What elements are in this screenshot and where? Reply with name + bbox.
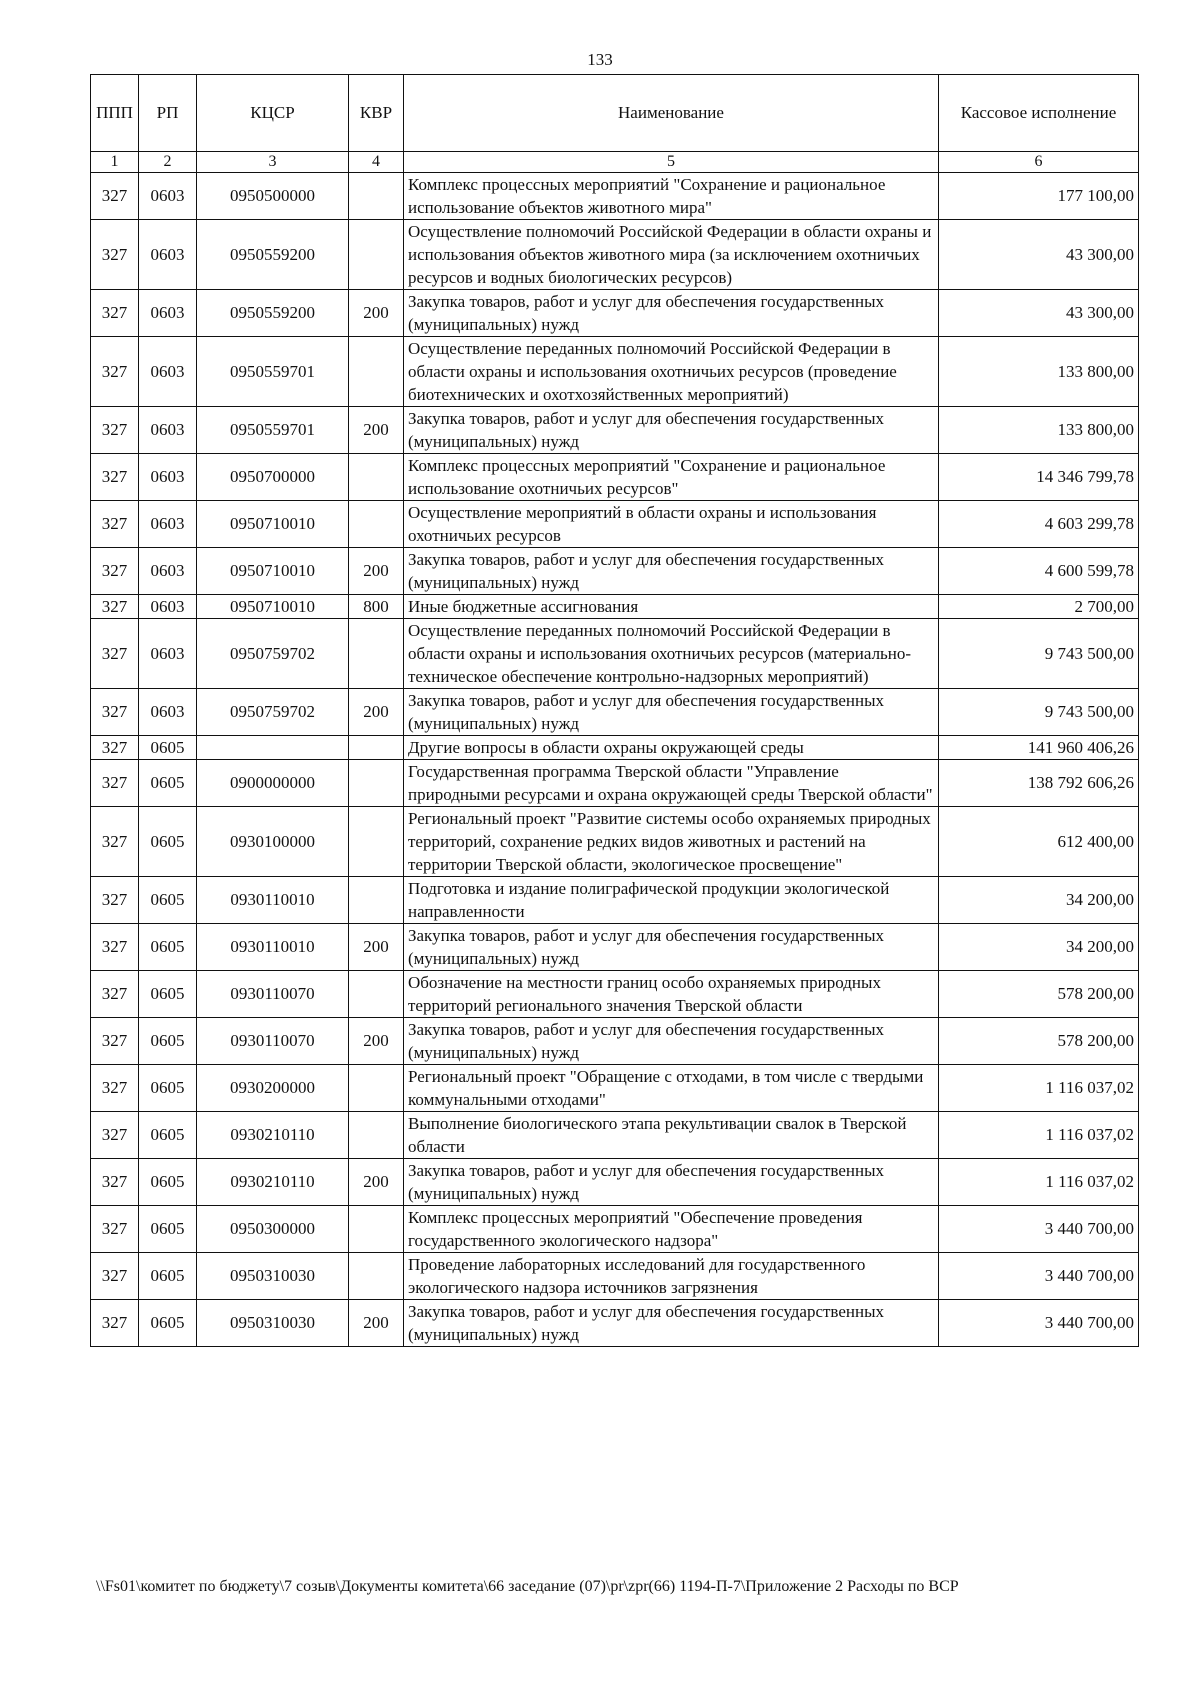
cell-kvr: 200 — [349, 1300, 404, 1347]
cell-amount: 9 743 500,00 — [939, 619, 1139, 689]
column-number-row — [91, 152, 1139, 173]
cell-ppp: 327 — [91, 807, 139, 877]
cell-amount: 34 200,00 — [939, 877, 1139, 924]
cell-kvr: 200 — [349, 548, 404, 595]
cell-kcsr: 0950559701 — [197, 337, 349, 407]
cell-name: Проведение лабораторных исследований для государственного экологического надзора источников загрязнения — [404, 1253, 939, 1300]
cell-rp: 0603 — [139, 619, 197, 689]
cell-name: Закупка товаров, работ и услуг для обеспечения государственных (муниципальных) нужд — [404, 1159, 939, 1206]
cell-rp: 0605 — [139, 1159, 197, 1206]
cell-kvr — [349, 1206, 404, 1253]
cell-ppp: 327 — [91, 1300, 139, 1347]
cell-kcsr: 0950759702 — [197, 689, 349, 736]
table-row — [91, 1253, 1139, 1300]
cell-rp: 0603 — [139, 595, 197, 619]
cell-ppp: 327 — [91, 736, 139, 760]
cell-kvr — [349, 807, 404, 877]
table-row — [91, 689, 1139, 736]
cell-kvr: 200 — [349, 924, 404, 971]
table-row — [91, 736, 1139, 760]
cell-amount: 34 200,00 — [939, 924, 1139, 971]
header-amount: Кассовое исполнение — [939, 75, 1139, 152]
cell-ppp: 327 — [91, 877, 139, 924]
column-number: 6 — [939, 152, 1139, 173]
cell-ppp: 327 — [91, 1065, 139, 1112]
cell-name: Региональный проект "Обращение с отходами, в том числе с твердыми коммунальными отходами" — [404, 1065, 939, 1112]
cell-name: Другие вопросы в области охраны окружающей среды — [404, 736, 939, 760]
cell-amount: 9 743 500,00 — [939, 689, 1139, 736]
cell-amount: 4 600 599,78 — [939, 548, 1139, 595]
cell-kvr: 200 — [349, 290, 404, 337]
cell-amount: 1 116 037,02 — [939, 1065, 1139, 1112]
cell-kcsr: 0930110010 — [197, 877, 349, 924]
table-row — [91, 548, 1139, 595]
cell-rp: 0603 — [139, 173, 197, 220]
header-row — [91, 75, 1139, 152]
table-row — [91, 1300, 1139, 1347]
cell-rp: 0603 — [139, 548, 197, 595]
cell-kvr: 200 — [349, 1159, 404, 1206]
cell-rp: 0603 — [139, 220, 197, 290]
cell-kvr — [349, 173, 404, 220]
page-number: 133 — [587, 50, 613, 69]
header-name: Наименование — [404, 75, 939, 152]
cell-kvr: 200 — [349, 1018, 404, 1065]
cell-rp: 0605 — [139, 877, 197, 924]
cell-kcsr: 0930110070 — [197, 1018, 349, 1065]
cell-amount: 578 200,00 — [939, 1018, 1139, 1065]
column-number: 3 — [197, 152, 349, 173]
cell-amount: 1 116 037,02 — [939, 1112, 1139, 1159]
cell-ppp: 327 — [91, 971, 139, 1018]
cell-rp: 0603 — [139, 407, 197, 454]
cell-kcsr: 0950559200 — [197, 290, 349, 337]
cell-ppp: 327 — [91, 173, 139, 220]
header-kvr: КВР — [349, 75, 404, 152]
cell-kcsr: 0950759702 — [197, 619, 349, 689]
cell-name: Закупка товаров, работ и услуг для обеспечения государственных (муниципальных) нужд — [404, 1300, 939, 1347]
cell-name: Выполнение биологического этапа рекультивации свалок в Тверской области — [404, 1112, 939, 1159]
cell-amount: 141 960 406,26 — [939, 736, 1139, 760]
cell-kcsr: 0950310030 — [197, 1253, 349, 1300]
table-row — [91, 337, 1139, 407]
cell-kvr — [349, 971, 404, 1018]
table-row — [91, 924, 1139, 971]
cell-kvr — [349, 1112, 404, 1159]
cell-amount: 3 440 700,00 — [939, 1300, 1139, 1347]
cell-kvr — [349, 220, 404, 290]
table-row — [91, 407, 1139, 454]
cell-name: Комплекс процессных мероприятий "Сохранение и рациональное использование охотничьих ресурсов" — [404, 454, 939, 501]
cell-rp: 0605 — [139, 1300, 197, 1347]
budget-table — [90, 74, 1139, 1347]
cell-kcsr: 0930100000 — [197, 807, 349, 877]
cell-kcsr: 0950559701 — [197, 407, 349, 454]
cell-ppp: 327 — [91, 220, 139, 290]
cell-kvr — [349, 337, 404, 407]
table-row — [91, 1206, 1139, 1253]
cell-name: Закупка товаров, работ и услуг для обеспечения государственных (муниципальных) нужд — [404, 548, 939, 595]
cell-ppp: 327 — [91, 407, 139, 454]
cell-kcsr: 0930110070 — [197, 971, 349, 1018]
cell-kvr — [349, 736, 404, 760]
cell-name: Осуществление переданных полномочий Российской Федерации в области охраны и использования охотничьих ресурсов (материально-техническое обеспечение контрольно-надзорных мероприятий) — [404, 619, 939, 689]
table-row — [91, 877, 1139, 924]
cell-rp: 0605 — [139, 736, 197, 760]
cell-kvr — [349, 1065, 404, 1112]
cell-ppp: 327 — [91, 1159, 139, 1206]
cell-rp: 0603 — [139, 337, 197, 407]
cell-ppp: 327 — [91, 1112, 139, 1159]
cell-name: Закупка товаров, работ и услуг для обеспечения государственных (муниципальных) нужд — [404, 924, 939, 971]
cell-ppp: 327 — [91, 548, 139, 595]
cell-kcsr: 0930210110 — [197, 1112, 349, 1159]
header-kcsr: КЦСР — [197, 75, 349, 152]
cell-kcsr: 0950500000 — [197, 173, 349, 220]
footer-file-path: \\Fs01\комитет по бюджету\7 созыв\Документы комитета\66 заседание (07)\pr\zpr(66) 1194-П-7\Приложение 2 Расходы по ВСР — [96, 1578, 959, 1595]
cell-amount: 612 400,00 — [939, 807, 1139, 877]
cell-kcsr: 0950700000 — [197, 454, 349, 501]
table-row — [91, 760, 1139, 807]
table-row — [91, 220, 1139, 290]
cell-amount: 2 700,00 — [939, 595, 1139, 619]
table-row — [91, 1065, 1139, 1112]
header-ppp: ППП — [91, 75, 139, 152]
cell-kcsr: 0950710010 — [197, 548, 349, 595]
cell-kcsr: 0930210110 — [197, 1159, 349, 1206]
cell-kcsr — [197, 736, 349, 760]
cell-rp: 0603 — [139, 454, 197, 501]
cell-rp: 0605 — [139, 1253, 197, 1300]
cell-rp: 0603 — [139, 501, 197, 548]
table-row — [91, 807, 1139, 877]
cell-amount: 43 300,00 — [939, 290, 1139, 337]
cell-amount: 133 800,00 — [939, 407, 1139, 454]
cell-amount: 177 100,00 — [939, 173, 1139, 220]
cell-ppp: 327 — [91, 1253, 139, 1300]
cell-amount: 14 346 799,78 — [939, 454, 1139, 501]
cell-kcsr: 0950559200 — [197, 220, 349, 290]
cell-rp: 0605 — [139, 1018, 197, 1065]
cell-rp: 0605 — [139, 807, 197, 877]
cell-name: Иные бюджетные ассигнования — [404, 595, 939, 619]
table-row — [91, 619, 1139, 689]
cell-kcsr: 0930200000 — [197, 1065, 349, 1112]
cell-ppp: 327 — [91, 290, 139, 337]
cell-kcsr: 0950710010 — [197, 501, 349, 548]
cell-ppp: 327 — [91, 1018, 139, 1065]
cell-amount: 4 603 299,78 — [939, 501, 1139, 548]
cell-name: Комплекс процессных мероприятий "Сохранение и рациональное использование объектов животного мира" — [404, 173, 939, 220]
cell-name: Закупка товаров, работ и услуг для обеспечения государственных (муниципальных) нужд — [404, 407, 939, 454]
cell-kvr: 800 — [349, 595, 404, 619]
column-number: 2 — [139, 152, 197, 173]
table-row — [91, 971, 1139, 1018]
cell-rp: 0603 — [139, 689, 197, 736]
cell-ppp: 327 — [91, 1206, 139, 1253]
cell-kcsr: 0950300000 — [197, 1206, 349, 1253]
cell-ppp: 327 — [91, 760, 139, 807]
cell-ppp: 327 — [91, 619, 139, 689]
cell-ppp: 327 — [91, 595, 139, 619]
cell-rp: 0605 — [139, 1206, 197, 1253]
cell-name: Закупка товаров, работ и услуг для обеспечения государственных (муниципальных) нужд — [404, 689, 939, 736]
cell-kcsr: 0950310030 — [197, 1300, 349, 1347]
table-row — [91, 1018, 1139, 1065]
cell-amount: 578 200,00 — [939, 971, 1139, 1018]
cell-ppp: 327 — [91, 501, 139, 548]
cell-ppp: 327 — [91, 924, 139, 971]
cell-rp: 0605 — [139, 971, 197, 1018]
cell-kvr — [349, 877, 404, 924]
cell-kcsr: 0950710010 — [197, 595, 349, 619]
column-number: 1 — [91, 152, 139, 173]
column-number: 5 — [404, 152, 939, 173]
cell-name: Комплекс процессных мероприятий "Обеспечение проведения государственного экологического надзора" — [404, 1206, 939, 1253]
cell-rp: 0605 — [139, 1112, 197, 1159]
cell-rp: 0603 — [139, 290, 197, 337]
table-row — [91, 1159, 1139, 1206]
table-row — [91, 1112, 1139, 1159]
cell-name: Осуществление переданных полномочий Российской Федерации в области охраны и использования охотничьих ресурсов (проведение биотехнических и охотхозяйственных мероприятий) — [404, 337, 939, 407]
cell-kvr — [349, 454, 404, 501]
table-row — [91, 501, 1139, 548]
cell-rp: 0605 — [139, 760, 197, 807]
table-row — [91, 454, 1139, 501]
cell-amount: 133 800,00 — [939, 337, 1139, 407]
cell-name: Обозначение на местности границ особо охраняемых природных территорий регионального значения Тверской области — [404, 971, 939, 1018]
cell-name: Подготовка и издание полиграфической продукции экологической направленности — [404, 877, 939, 924]
cell-amount: 3 440 700,00 — [939, 1206, 1139, 1253]
cell-kvr — [349, 1253, 404, 1300]
table-row — [91, 173, 1139, 220]
column-number: 4 — [349, 152, 404, 173]
cell-name: Закупка товаров, работ и услуг для обеспечения государственных (муниципальных) нужд — [404, 290, 939, 337]
cell-name: Осуществление полномочий Российской Федерации в области охраны и использования объектов животного мира (за исключением охотничьих ресурсов и водных биологических ресурсов) — [404, 220, 939, 290]
cell-rp: 0605 — [139, 924, 197, 971]
cell-amount: 43 300,00 — [939, 220, 1139, 290]
cell-ppp: 327 — [91, 337, 139, 407]
cell-kvr — [349, 619, 404, 689]
cell-ppp: 327 — [91, 689, 139, 736]
cell-amount: 138 792 606,26 — [939, 760, 1139, 807]
cell-kcsr: 0900000000 — [197, 760, 349, 807]
cell-kvr — [349, 501, 404, 548]
cell-kvr: 200 — [349, 689, 404, 736]
table-row — [91, 595, 1139, 619]
table-row — [91, 290, 1139, 337]
header-rp: РП — [139, 75, 197, 152]
cell-amount: 1 116 037,02 — [939, 1159, 1139, 1206]
cell-kvr — [349, 760, 404, 807]
cell-amount: 3 440 700,00 — [939, 1253, 1139, 1300]
cell-name: Региональный проект "Развитие системы особо охраняемых природных территорий, сохранение редких видов животных и растений на территории Тверской области, экологическое просвещение" — [404, 807, 939, 877]
cell-rp: 0605 — [139, 1065, 197, 1112]
cell-ppp: 327 — [91, 454, 139, 501]
cell-kcsr: 0930110010 — [197, 924, 349, 971]
cell-name: Закупка товаров, работ и услуг для обеспечения государственных (муниципальных) нужд — [404, 1018, 939, 1065]
cell-name: Государственная программа Тверской области "Управление природными ресурсами и охрана окружающей среды Тверской области" — [404, 760, 939, 807]
cell-kvr: 200 — [349, 407, 404, 454]
cell-name: Осуществление мероприятий в области охраны и использования охотничьих ресурсов — [404, 501, 939, 548]
